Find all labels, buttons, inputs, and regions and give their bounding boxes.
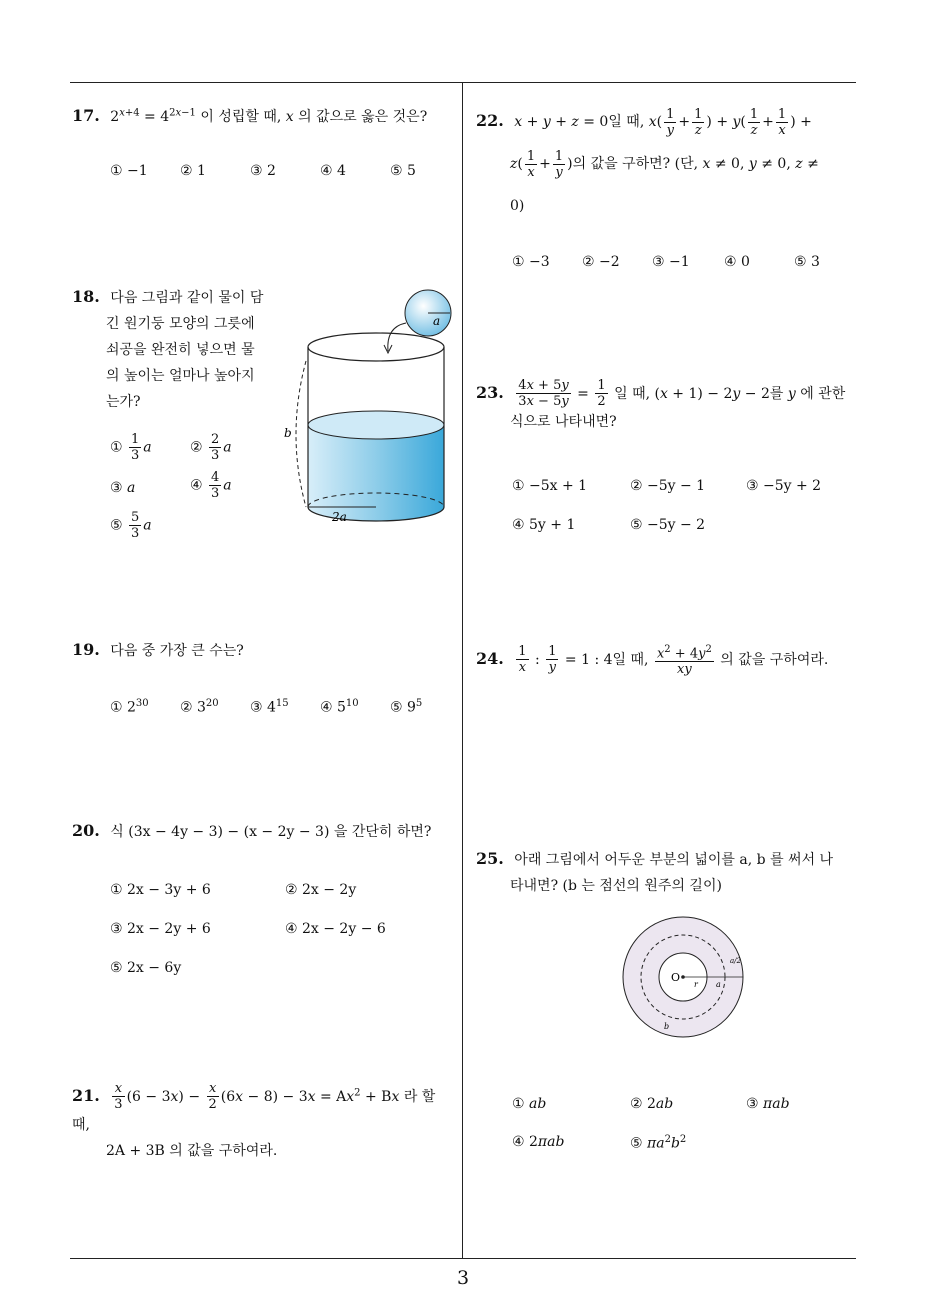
q23-option-3[interactable]: ③ −5y + 2 <box>746 478 822 494</box>
column-divider <box>462 83 463 1258</box>
q17-option-4[interactable]: ④ 4 <box>320 163 346 179</box>
q22-option-4[interactable]: ④ 0 <box>724 254 750 270</box>
page-number: 3 <box>456 1267 470 1289</box>
q22-option-1[interactable]: ① −3 <box>512 254 550 270</box>
q25-option-5[interactable]: ⑤ $\pi a^2b^2$ <box>630 1134 687 1152</box>
base-label: 2a <box>332 510 347 524</box>
height-label: b <box>284 426 292 440</box>
q18-option-1[interactable]: ① $\frac{1}{3}$ a <box>110 432 152 463</box>
question-text-2: 2A + 3B 의 값을 구하여라. <box>106 1143 278 1160</box>
q19-option-5[interactable]: ⑤ $9^5$ <box>390 698 423 716</box>
question-line: 쇠공을 완전히 넣으면 물 <box>106 342 255 358</box>
question-text: 다음 중 가장 큰 수는? <box>110 643 244 659</box>
question-21 <box>72 1080 457 1164</box>
question-number: 24. <box>476 648 504 668</box>
question-24 <box>476 642 861 677</box>
question-number: 22. <box>476 111 504 130</box>
q19-option-2[interactable]: ② $3^{20}$ <box>180 698 219 716</box>
question-line: 의 높이는 얼마나 높아지 <box>106 368 255 384</box>
question-text: 식 (3x − 4y − 3) − (x − 2y − 3) 을 간단히 하면? <box>110 824 432 840</box>
half-a-label: a/2 <box>730 957 741 965</box>
water-surface <box>308 411 444 439</box>
ball-label: a <box>433 314 441 328</box>
cylinder-figure <box>280 285 460 535</box>
q17-option-3[interactable]: ③ 2 <box>250 163 276 179</box>
q20-option-5[interactable]: ⑤ 2x − 6y <box>110 960 182 976</box>
q20-option-2[interactable]: ② 2x − 2y <box>285 882 357 898</box>
question-number: 21. <box>72 1085 100 1105</box>
question-text: $\frac{1}{x}$ : $\frac{1}{y}$ = 1 : 4일 때, $\frac{x^2 + 4y^2}{xy}$ 의 값을 구하여라. <box>518 644 829 678</box>
q18-option-3[interactable]: ③ a <box>110 480 136 496</box>
q20-option-4[interactable]: ④ 2x − 2y − 6 <box>285 921 386 937</box>
q20-option-1[interactable]: ① 2x − 3y + 6 <box>110 882 211 898</box>
question-19 <box>72 637 457 664</box>
q19-option-3[interactable]: ③ $4^{15}$ <box>250 698 289 716</box>
question-22 <box>476 100 861 227</box>
q25-option-1[interactable]: ① ab <box>512 1096 547 1112</box>
question-text-end: 0) <box>510 198 525 214</box>
q18-option-4[interactable]: ④ $\frac{4}{3}$ a <box>190 470 232 501</box>
question-25 <box>476 846 861 899</box>
question-text-cont: z( $\frac{1}{x}$ + $\frac{1}{y}$ )의 값을 구하면? (단, x ≠ 0, y ≠ 0, z ≠ <box>510 148 819 180</box>
question-text: 아래 그림에서 어두운 부분의 넓이를 a, b 를 써서 나 <box>514 852 834 868</box>
r-label: r <box>694 980 698 989</box>
question-number: 25. <box>476 849 504 868</box>
ring-figure <box>618 915 748 1045</box>
b-label: b <box>664 1022 670 1031</box>
q19-option-1[interactable]: ① $2^{30}$ <box>110 698 149 716</box>
q17-option-5[interactable]: ⑤ 5 <box>390 163 416 179</box>
question-23 <box>476 378 861 435</box>
question-number: 19. <box>72 640 100 659</box>
question-number: 20. <box>72 821 100 840</box>
question-text: $\frac{x}{3}$ (6 − 3x) − $\frac{x}{2}$ $(6x - 8) - 3x = Ax^2 + Bx$ 라 할 때, <box>72 1081 436 1134</box>
question-number: 17. <box>72 105 100 125</box>
bottom-rule <box>70 1258 856 1259</box>
question-20 <box>72 818 457 845</box>
q25-option-2[interactable]: ② 2ab <box>630 1096 674 1112</box>
q17-option-2[interactable]: ② 1 <box>180 163 206 179</box>
question-line: 긴 원기둥 모양의 그릇에 <box>106 316 255 332</box>
q22-option-2[interactable]: ② −2 <box>582 254 620 270</box>
q23-option-1[interactable]: ① −5x + 1 <box>512 478 588 494</box>
top-rule <box>70 82 856 83</box>
q23-option-2[interactable]: ② −5y − 1 <box>630 478 706 494</box>
question-text: $\frac{4x + 5y}{3x - 5y}$ = $\frac{1}{2}$ 일 때, (x + 1) − 2y − 2를 y 에 관한 <box>518 378 846 409</box>
question-number: 18. <box>72 287 100 306</box>
q23-option-5[interactable]: ⑤ −5y − 2 <box>630 517 706 533</box>
question-17 <box>72 100 457 130</box>
q18-option-5[interactable]: ⑤ $\frac{5}{3}$ a <box>110 510 152 541</box>
cylinder-top <box>308 333 444 361</box>
q22-option-3[interactable]: ③ −1 <box>652 254 690 270</box>
question-18 <box>72 284 282 415</box>
q18-option-2[interactable]: ② $\frac{2}{3}$ a <box>190 432 232 463</box>
question-text: x + y + z = 0일 때, x( $\frac{1}{y}$ + $\frac{1}{z}$ ) + y( $\frac{1}{z}$ + $\frac{1}{x}$ ) + <box>514 106 812 138</box>
q25-option-3[interactable]: ③ πab <box>746 1096 790 1112</box>
question-line: 다음 그림과 같이 물이 담 <box>110 290 264 306</box>
q19-option-4[interactable]: ④ $5^{10}$ <box>320 698 359 716</box>
q25-option-4[interactable]: ④ 2πab <box>512 1134 565 1150</box>
q17-option-1[interactable]: ① −1 <box>110 163 148 179</box>
q20-option-3[interactable]: ③ 2x − 2y + 6 <box>110 921 211 937</box>
a-label: a <box>716 980 721 989</box>
q23-option-4[interactable]: ④ 5y + 1 <box>512 517 576 533</box>
question-text: $2^{x+4} = 4^{2x-1}$ 이 성립할 때, x 의 값으로 옳은 것은? <box>110 107 428 125</box>
q22-option-5[interactable]: ⑤ 3 <box>794 254 820 270</box>
question-text-2: 타내면? (b 는 점선의 원주의 길이) <box>510 878 722 894</box>
question-number: 23. <box>476 382 504 402</box>
question-line: 는가? <box>106 394 141 410</box>
center-label: O <box>671 971 681 984</box>
question-text-2: 식으로 나타내면? <box>510 414 617 430</box>
